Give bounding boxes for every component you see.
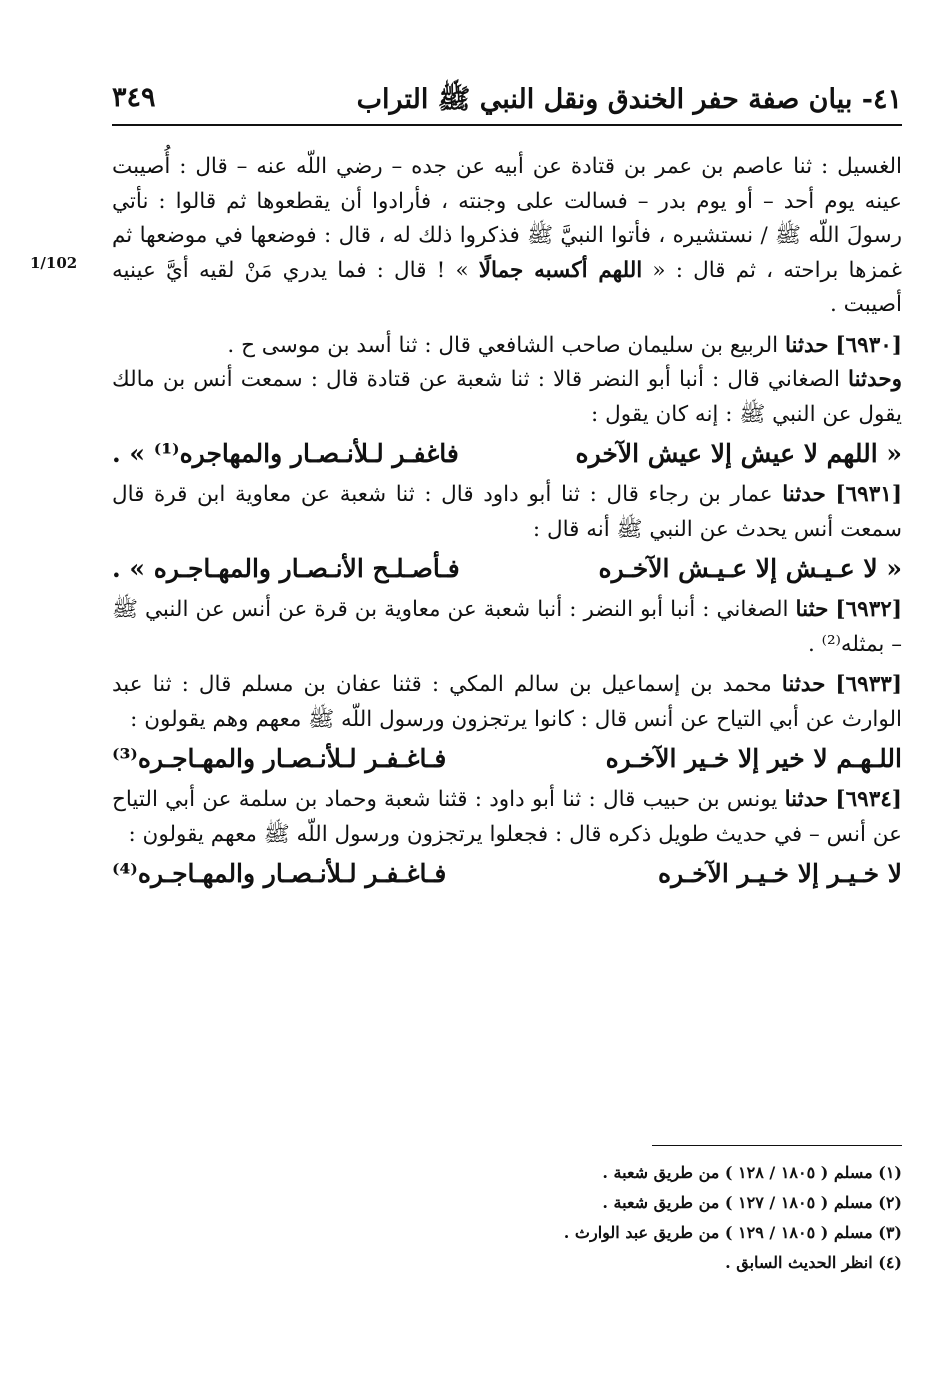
haddathana-word: وحدثنا (848, 367, 902, 392)
hadith-text: يونس بن حبيب قال : ثنا أبو داود : قثنا شعبة وحماد بن سلمة عن أبي التياح عن أنس – في حديث طويل ذكره قال : فجعلوا يرتجزون ورسول اللّه ﷺ معهم يقولون : (112, 787, 902, 847)
margin-manuscript-ref: 1/102 (30, 254, 78, 272)
hadith-6931 (112, 478, 902, 547)
hadith-6930 (112, 329, 902, 364)
hadith-6930-cont (112, 363, 902, 432)
page-header (112, 78, 902, 126)
poem-verse (112, 854, 902, 894)
main-text (112, 150, 902, 898)
poem-verse (112, 739, 902, 779)
verse-second-hemistich: فاغفـر لـلأنـصـار والمهاجره⁽¹⁾ » . (112, 439, 459, 468)
paragraph-continuation (112, 150, 902, 323)
verse-first-hemistich: لا خـيـر إلا خـيـر الآخـره (657, 859, 902, 888)
haddathana-word: حدثنا (784, 787, 829, 812)
verse-first-hemistich: اللـهـم لا خير إلا خـير الآخـره (605, 744, 902, 773)
verse-first-hemistich: « اللهم لا عيش إلا عيش الآخره (575, 439, 902, 468)
poem-verse (112, 434, 902, 474)
hadith-number: [٦٩٣٢] (835, 597, 902, 622)
verse-second-hemistich: فـأصـلـح الأنـصـار والمهـاجـره » . (112, 554, 460, 583)
footnote-3: (٣) مسلم ( ١٨٠٥ / ١٢٩ ) من طريق عبد الوارث . (563, 1223, 902, 1242)
hadith-number: [٦٩٣٣] (835, 672, 902, 697)
prayer-quote: اللهم أكسبه جمالًا (478, 257, 643, 283)
hadith-number: [٦٩٣٤] (835, 787, 902, 812)
page-number: ٣٤٩ (112, 82, 156, 113)
hadith-number: [٦٩٣٠] (835, 332, 902, 358)
footnote-2: (٢) مسلم ( ١٨٠٥ / ١٢٧ ) من طريق شعبة . (602, 1193, 902, 1212)
poem-verse (112, 549, 902, 589)
footnote-1: (١) مسلم ( ١٨٠٥ / ١٢٨ ) من طريق شعبة . (602, 1163, 902, 1182)
haddathana-word: حدثنا (781, 672, 826, 697)
hadith-number: [٦٩٣١] (835, 482, 902, 507)
verse-second-hemistich: فـاغـفـر لـلأنـصـار والمهـاجـره⁽⁴⁾ (112, 859, 447, 888)
hadith-text: محمد بن إسماعيل بن سالم المكي : قثنا عفان بن مسلم قال : ثنا عبد الوارث عن أبي التياح عن أنس قال : كانوا يرتجزون ورسول اللّه ﷺ معهم وهم يقولون : (112, 672, 902, 732)
footnotes (112, 1158, 902, 1278)
verse-first-hemistich: « لا عـيـش إلا عـيـش الآخـره (598, 554, 902, 583)
chapter-title: ٤١- بيان صفة حفر الخندق ونقل النبي ﷺ التراب (356, 84, 902, 115)
footnote-divider (652, 1145, 902, 1146)
paragraph-text: الغسيل : ثنا عاصم بن عمر بن قتادة عن أبيه عن جده – رضي اللّه عنه – قال : أُصيبت عينه يوم أحد – أو يوم بدر – فسالت على وجنته ، فأرادوا أن يقطعوها ثم قالوا : نأتي رسولَ اللّه ﷺ / نستشيره ، فأتوا النبيَّ ﷺ فذكروا ذلك له ، قال : فوضعها في موضعها ثم غمزها براحته ، ثم قال : « (112, 154, 902, 283)
hadith-text: الربيع بن سليمان صاحب الشافعي قال : ثنا أسد بن موسى ح . (227, 332, 779, 358)
hadith-text: الصغاني : أنبا أبو النضر : أنبا شعبة عن معاوية بن قرة عن أنس عن النبي ﷺ – بمثله⁽²⁾ . (112, 597, 902, 657)
verse-second-hemistich: فـاغـفـر لـلأنـصـار والمهـاجـره⁽³⁾ (112, 744, 447, 773)
haddathana-word: حثنا (795, 597, 829, 622)
hadith-text: الصغاني قال : أنبا أبو النضر قالا : ثنا شعبة عن قتادة قال : سمعت أنس بن مالك يقول عن النبي ﷺ : إنه كان يقول : (112, 367, 902, 427)
haddathana-word: حدثنا (782, 482, 826, 507)
hadith-6933 (112, 668, 902, 737)
hadith-6932 (112, 593, 902, 662)
hadith-text: عمار بن رجاء قال : ثنا أبو داود قال : ثنا شعبة عن معاوية ابن قرة قال سمعت أنس يحدث عن النبي ﷺ أنه قال : (112, 482, 902, 542)
hadith-6934 (112, 783, 902, 852)
paragraph-tail: » ! قال : فما يدري مَنْ لقيه أيَّ عينيه أصيبت . (112, 257, 902, 317)
haddathana-word: حدثنا (784, 332, 829, 358)
footnote-4: (٤) انظر الحديث السابق . (725, 1253, 902, 1272)
